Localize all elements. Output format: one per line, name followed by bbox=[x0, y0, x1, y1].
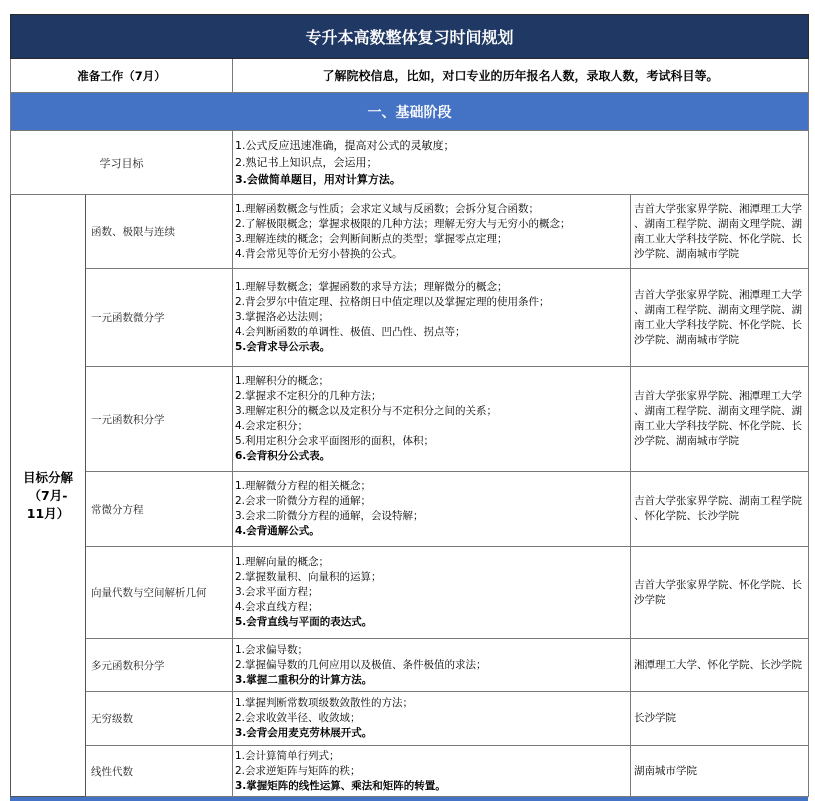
objective-item: 3.掌握洛必达法则； bbox=[235, 311, 330, 323]
breakdown-label-line: 目标分解 bbox=[22, 469, 73, 485]
topic-name: 一元函数积分学 bbox=[86, 367, 233, 472]
topic-name: 无穷级数 bbox=[86, 692, 233, 746]
topic-objectives bbox=[233, 472, 631, 547]
topic-schools: 吉首大学张家界学院、湘潭理工大学、湖南工程学院、湖南文理学院、湖南工业大学科技学院、怀化学院、长沙学院、湖南城市学院 bbox=[631, 195, 809, 269]
objective-item: 3.理解定积分的概念以及定积分与不定积分之间的关系； bbox=[235, 405, 498, 417]
objective-item: 6.会背积分公式表。 bbox=[235, 450, 331, 462]
topic-objectives bbox=[233, 269, 631, 367]
topic-row bbox=[11, 692, 809, 746]
objective-item: 2.掌握偏导数的几何应用以及极值、条件极值的求法； bbox=[235, 658, 487, 671]
objective-item: 2.会求逆矩阵与矩阵的秩； bbox=[235, 764, 361, 777]
goal-item: 1.公式反应迅速准确，提高对公式的灵敏度； bbox=[235, 139, 455, 152]
objective-item: 2.掌握数量积、向量积的运算； bbox=[235, 571, 382, 583]
topic-row bbox=[11, 639, 809, 692]
topic-schools: 湖南城市学院 bbox=[631, 746, 809, 797]
topic-row bbox=[11, 195, 809, 269]
objective-item: 4.会背通解公式。 bbox=[235, 525, 320, 537]
objective-item: 3.掌握二重积分的计算方法。 bbox=[235, 673, 373, 686]
objective-item: 4.会判断函数的单调性、极值、凹凸性、拐点等； bbox=[235, 326, 466, 338]
objective-item: 1.掌握判断常数项级数敛散性的方法； bbox=[235, 697, 414, 709]
topic-name: 一元函数微分学 bbox=[86, 269, 233, 367]
objective-item: 5.会背直线与平面的表达式。 bbox=[235, 616, 373, 628]
topic-schools: 吉首大学张家界学院、怀化学院、长沙学院 bbox=[631, 547, 809, 639]
objective-item: 3.理解连续的概念；会判断间断点的类型；掌握零点定理； bbox=[235, 232, 508, 245]
topic-name: 多元函数积分学 bbox=[86, 639, 233, 692]
objective-item: 5.利用定积分会求平面图形的面积，体积； bbox=[235, 435, 435, 447]
objective-item: 1.理解微分方程的相关概念； bbox=[235, 480, 372, 492]
topic-objectives bbox=[233, 746, 631, 797]
preparation-label: 准备工作（7月） bbox=[11, 59, 233, 93]
objective-item: 2.了解极限概念；掌握求极限的几种方法；理解无穷大与无穷小的概念； bbox=[235, 217, 571, 230]
objective-item: 2.会求收敛半径、收敛域； bbox=[235, 712, 361, 724]
objective-item: 1.理解函数概念与性质；会求定义域与反函数；会拆分复合函数； bbox=[235, 202, 540, 215]
objective-item: 3.会求平面方程； bbox=[235, 586, 319, 598]
stage-title: 一、基础阶段 bbox=[11, 93, 809, 131]
breakdown-label-line: 11月） bbox=[26, 505, 70, 521]
topic-objectives bbox=[233, 547, 631, 639]
title-row bbox=[11, 15, 809, 59]
breakdown-label-line: （7月- bbox=[28, 487, 68, 503]
topic-row bbox=[11, 472, 809, 547]
goals-row bbox=[11, 131, 809, 195]
topic-name: 常微分方程 bbox=[86, 472, 233, 547]
objective-item: 1.理解向量的概念； bbox=[235, 556, 330, 568]
objective-item: 4.会求定积分； bbox=[235, 420, 309, 432]
preparation-text: 了解院校信息，比如，对口专业的历年报名人数，录取人数，考试科目等。 bbox=[233, 59, 809, 93]
topic-schools: 长沙学院 bbox=[631, 692, 809, 746]
goals-label: 学习目标 bbox=[11, 131, 233, 195]
objective-item: 1.理解积分的概念； bbox=[235, 375, 330, 387]
stage-row bbox=[11, 93, 809, 131]
topic-row bbox=[11, 746, 809, 797]
breakdown-label bbox=[11, 195, 86, 797]
objective-item: 1.会计算简单行列式； bbox=[235, 749, 340, 762]
objective-item: 4.会求直线方程； bbox=[235, 601, 319, 613]
topic-schools: 吉首大学张家界学院、湘潭理工大学、湖南工程学院、湖南文理学院、湖南工业大学科技学院、怀化学院、长沙学院、湖南城市学院 bbox=[631, 269, 809, 367]
topic-objectives bbox=[233, 692, 631, 746]
objective-item: 5.会背求导公示表。 bbox=[235, 341, 331, 353]
goals-list bbox=[233, 131, 809, 195]
topic-objectives bbox=[233, 195, 631, 269]
goal-item: 3.会做简单题目，用对计算方法。 bbox=[235, 173, 401, 186]
topic-row bbox=[11, 367, 809, 472]
objective-item: 2.掌握求不定积分的几种方法； bbox=[235, 390, 382, 402]
objective-item: 3.会背会用麦克劳林展开式。 bbox=[235, 727, 373, 739]
topic-row bbox=[11, 269, 809, 367]
preparation-row bbox=[11, 59, 809, 93]
topic-schools: 湘潭理工大学、怀化学院、长沙学院 bbox=[631, 639, 809, 692]
topic-name: 线性代数 bbox=[86, 746, 233, 797]
objective-item: 3.掌握矩阵的线性运算、乘法和矩阵的转置。 bbox=[235, 779, 446, 792]
study-plan-table bbox=[10, 14, 809, 797]
plan-title: 专升本高数整体复习时间规划 bbox=[11, 15, 809, 59]
topic-objectives bbox=[233, 639, 631, 692]
objective-item: 1.理解导数概念；掌握函数的求导方法；理解微分的概念； bbox=[235, 281, 508, 293]
objective-item: 2.会求一阶微分方程的通解； bbox=[235, 495, 372, 507]
topic-schools: 吉首大学张家界学院、湘潭理工大学、湖南工程学院、湖南文理学院、湖南工业大学科技学院、怀化学院、长沙学院、湖南城市学院 bbox=[631, 367, 809, 472]
objective-item: 2.背会罗尔中值定理、拉格朗日中值定理以及掌握定理的使用条件； bbox=[235, 296, 550, 308]
goal-item: 2.熟记书上知识点，会运用； bbox=[235, 156, 378, 169]
topic-row bbox=[11, 547, 809, 639]
objective-item: 3.会求二阶微分方程的通解，会设特解； bbox=[235, 510, 424, 522]
topic-name: 向量代数与空间解析几何 bbox=[86, 547, 233, 639]
objective-item: 1.会求偏导数； bbox=[235, 643, 309, 656]
topic-objectives bbox=[233, 367, 631, 472]
objective-item: 4.背会常见等价无穷小替换的公式。 bbox=[235, 247, 403, 260]
topic-schools: 吉首大学张家界学院、湖南工程学院、怀化学院、长沙学院 bbox=[631, 472, 809, 547]
topic-name: 函数、极限与连续 bbox=[86, 195, 233, 269]
next-stage-header-edge bbox=[10, 797, 808, 801]
